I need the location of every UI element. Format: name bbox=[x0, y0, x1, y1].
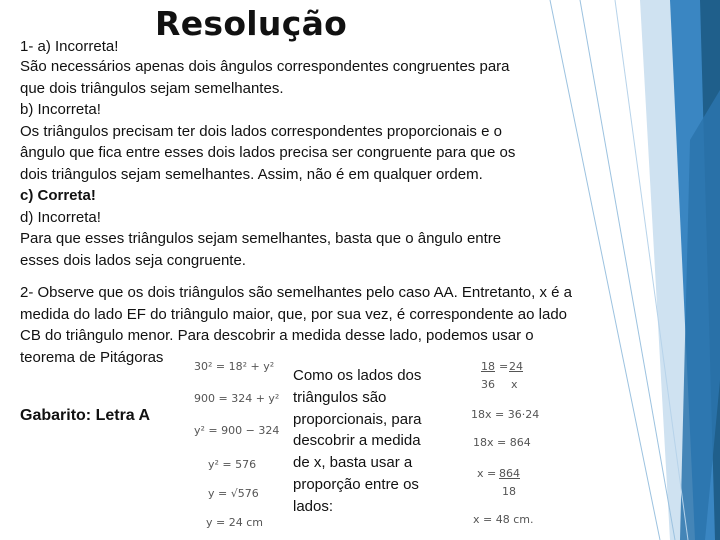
note-line: Como os lados dos bbox=[293, 367, 422, 384]
math-result: x = 48 cm. bbox=[473, 513, 534, 526]
q1-line: São necessários apenas dois ângulos correspondentes congruentes para bbox=[20, 58, 510, 75]
math-step: y = 24 cm bbox=[206, 516, 263, 529]
q1-line-correct: c) Correta! bbox=[20, 187, 96, 204]
pythagoras-work bbox=[188, 354, 280, 536]
note-line: proporção entre os bbox=[293, 475, 419, 493]
note-line: de x, basta usar a bbox=[293, 454, 413, 472]
q1-line: esses dois lados seja congruente. bbox=[20, 251, 246, 269]
q1-line: Os triângulos precisam ter dois lados correspondentes proporcionais e o bbox=[20, 122, 502, 140]
fraction-denominator: 36 bbox=[481, 378, 495, 391]
page-title: Resolução bbox=[155, 4, 348, 43]
q1-line: ângulo que fica entre esses dois lados precisa ser congruente para que os bbox=[20, 144, 516, 161]
q1-line: dois triângulos sejam semelhantes. Assim, não é em qualquer ordem. bbox=[20, 165, 483, 183]
math-step: 18x = 36·24 bbox=[471, 408, 540, 421]
math-step: y² = 900 − 324 bbox=[194, 424, 280, 437]
fraction-numerator: 864 bbox=[499, 467, 520, 480]
equals-sign: = bbox=[499, 360, 509, 373]
fraction-numerator: 24 bbox=[509, 360, 523, 373]
note-line: lados: bbox=[293, 497, 334, 515]
q1-line: d) Incorreta! bbox=[20, 208, 101, 226]
q2-line: teorema de Pitágoras bbox=[20, 348, 164, 366]
proportion-note bbox=[293, 365, 421, 518]
note-line: triângulos são bbox=[293, 388, 387, 406]
q1-body bbox=[20, 56, 515, 271]
math-step: 18x = 864 bbox=[473, 436, 531, 449]
fraction-denominator: 18 bbox=[502, 485, 516, 498]
math-step-lhs: x = bbox=[477, 467, 497, 480]
math-step: 30² = 18² + y² bbox=[194, 360, 275, 373]
q2-line: medida do lado EF do triângulo maior, que, por sua vez, é correspondente ao lado bbox=[20, 305, 568, 323]
proportion-work bbox=[455, 354, 553, 532]
fraction-numerator: 18 bbox=[481, 360, 495, 373]
q1-line: Para que esses triângulos sejam semelhantes, basta que o ângulo entre bbox=[20, 230, 502, 247]
math-step: y² = 576 bbox=[208, 458, 257, 471]
note-line: proporcionais, para bbox=[293, 410, 422, 428]
math-step: 900 = 324 + y² bbox=[194, 392, 280, 405]
math-step: y = √576 bbox=[208, 487, 259, 500]
answer-key: Gabarito: Letra A bbox=[20, 407, 151, 424]
q1-heading bbox=[20, 36, 118, 58]
q2-line: CB do triângulo menor. Para descobrir a medida desse lado, podemos usar o bbox=[20, 327, 534, 344]
q2-line: 2- Observe que os dois triângulos são semelhantes pelo caso AA. Entretanto, x é a bbox=[20, 284, 572, 301]
q1-line: que dois triângulos sejam semelhantes. bbox=[20, 79, 284, 97]
fraction-denominator: x bbox=[511, 378, 518, 391]
deco-line bbox=[550, 0, 660, 540]
q1-line: b) Incorreta! bbox=[20, 101, 101, 118]
q1-a-label: 1- a) Incorreta! bbox=[20, 38, 119, 55]
note-line: descobrir a medida bbox=[293, 432, 421, 450]
